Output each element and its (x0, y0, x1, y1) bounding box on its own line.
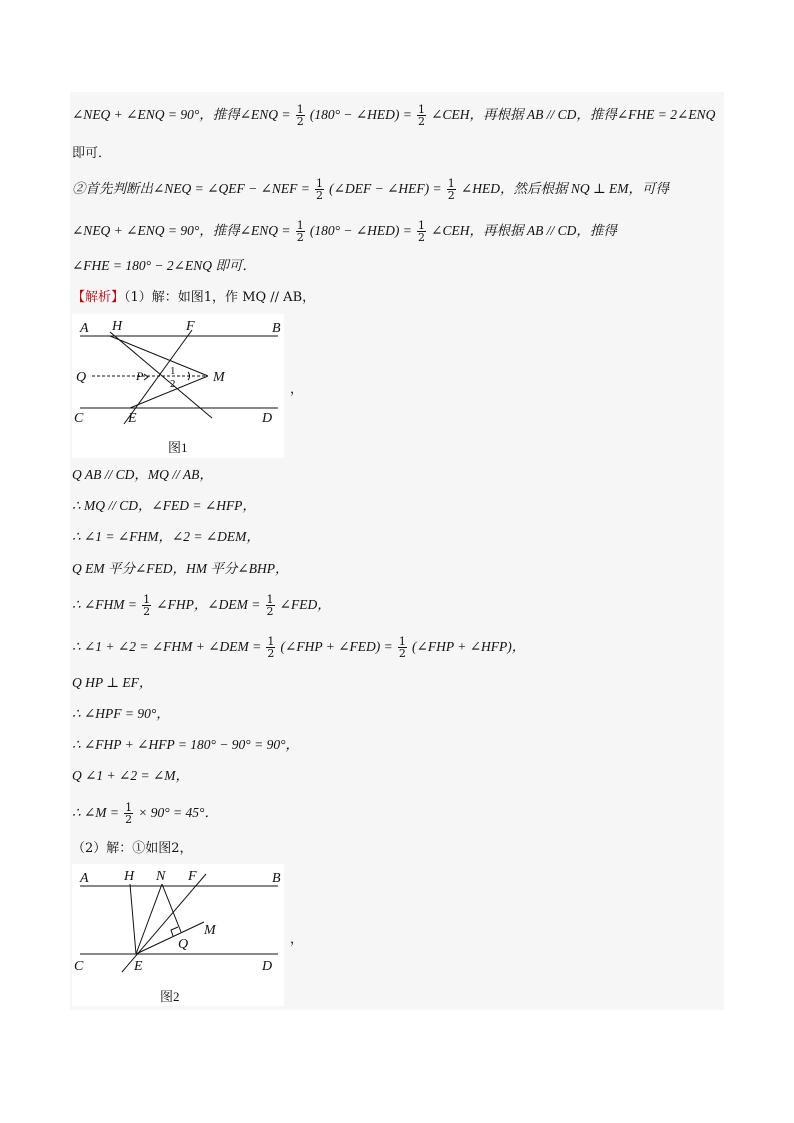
label-f: F (188, 869, 197, 884)
label-c: C (74, 959, 84, 974)
text-line-4 (72, 220, 617, 243)
text-line-7: Q AB // CD，MQ // AB， (72, 467, 213, 482)
figure-2 (72, 864, 284, 1006)
text: ∠FED， (279, 597, 331, 612)
text: (∠DEF − ∠HEF) = (329, 181, 442, 196)
text: ∠NEQ + ∠ENQ = 90°，推得∠ENQ = (72, 107, 291, 122)
label-a: A (80, 321, 89, 336)
label-d: D (262, 959, 273, 974)
analysis-tag: 【解析】 (72, 290, 125, 305)
label-e: E (128, 411, 137, 426)
comma: ， (290, 932, 304, 947)
line-hp (110, 332, 212, 418)
label-c: C (74, 411, 84, 426)
text-line-18: （2）解：①如图2， (72, 841, 193, 856)
fraction: $\frac{1}{2}$ (125, 801, 133, 826)
right-angle-mark (144, 374, 148, 380)
text: ∠CEH，再根据 AB // CD，推得∠FHE = 2∠ENQ (431, 107, 716, 122)
line-nq (162, 884, 181, 932)
fraction: $\frac{1}{2}$ (266, 593, 274, 618)
fraction: $\frac{1}{2}$ (447, 177, 455, 202)
label-f: F (186, 319, 195, 334)
figure-2-caption: 图2 (160, 989, 180, 1004)
fraction: $\frac{1}{2}$ (143, 593, 151, 618)
text: (180° − ∠HED) = (309, 107, 412, 122)
fraction: $\frac{1}{2}$ (296, 219, 304, 244)
label-h: H (112, 319, 123, 334)
text-line-17 (72, 802, 218, 825)
text-line-14: ∴ ∠HPF = 90°， (72, 706, 170, 721)
label-q: Q (178, 937, 189, 952)
fraction: $\frac{1}{2}$ (296, 103, 304, 128)
text: ∠CEH，再根据 AB // CD，推得 (431, 223, 617, 238)
fraction: $\frac{1}{2}$ (418, 219, 426, 244)
text-line-12 (72, 636, 525, 659)
fraction: $\frac{1}{2}$ (398, 635, 406, 660)
figure-2-diagram (72, 864, 284, 1006)
text-line-3 (72, 178, 669, 201)
text-line-8: ∴ MQ // CD，∠FED = ∠HFP， (72, 498, 256, 513)
label-m: M (213, 370, 225, 385)
label-m: M (204, 923, 216, 938)
text: （1）解：如图1，作 MQ // AB， (124, 290, 316, 305)
text: ②首先判断出∠NEQ = ∠QEF − ∠NEF = (72, 181, 310, 196)
fraction: $\frac{1}{2}$ (316, 177, 324, 202)
label-2: 2 (170, 378, 176, 390)
line-hm (110, 336, 208, 376)
figure-1-diagram (72, 314, 284, 458)
label-b: B (272, 321, 281, 336)
text: (∠FHP + ∠HFP)， (412, 639, 526, 654)
text: ∴ ∠M = (72, 805, 120, 820)
line-he (130, 884, 136, 954)
text-line-11 (72, 594, 331, 617)
figure-1-caption: 图1 (168, 440, 188, 455)
text-line-1 (72, 104, 715, 127)
text: (∠FHP + ∠FED) = (280, 639, 393, 654)
text-line-16: Q ∠1 + ∠2 = ∠M， (72, 768, 190, 783)
text-line-2: 即可． (72, 146, 112, 161)
text-line-5: ∠FHE = 180° − 2∠ENQ 即可． (72, 258, 256, 273)
label-1: 1 (170, 365, 176, 377)
text-line-10: Q EM 平分∠FED，HM 平分∠BHP， (72, 561, 289, 576)
label-a: A (80, 871, 89, 886)
label-d: D (262, 411, 273, 426)
figure-1 (72, 314, 284, 458)
text: ∠HED，然后根据 NQ ⊥ EM，可得 (460, 181, 670, 196)
fraction: $\frac{1}{2}$ (418, 103, 426, 128)
text-line-15: ∴ ∠FHP + ∠HFP = 180° − 90° = 90°， (72, 737, 299, 752)
text: ∴ ∠1 + ∠2 = ∠FHM + ∠DEM = (72, 639, 262, 654)
label-h: H (124, 869, 135, 884)
text: ∴ ∠FHM = (72, 597, 138, 612)
label-n: N (156, 869, 166, 884)
analysis-heading (72, 289, 315, 307)
text-line-9: ∴ ∠1 = ∠FHM，∠2 = ∠DEM， (72, 529, 260, 544)
label-e: E (134, 959, 143, 974)
text: ∠NEQ + ∠ENQ = 90°，推得∠ENQ = (72, 223, 291, 238)
line-fe (124, 330, 192, 424)
label-q: Q (76, 370, 87, 385)
text: ∠FHP，∠DEM = (156, 597, 261, 612)
comma: ， (290, 382, 304, 397)
text-line-13: Q HP ⊥ EF， (72, 675, 153, 690)
text: × 90° = 45°． (138, 805, 218, 820)
fraction: $\frac{1}{2}$ (267, 635, 275, 660)
label-p: P (136, 369, 144, 383)
label-b: B (272, 871, 281, 886)
text: (180° − ∠HED) = (309, 223, 412, 238)
